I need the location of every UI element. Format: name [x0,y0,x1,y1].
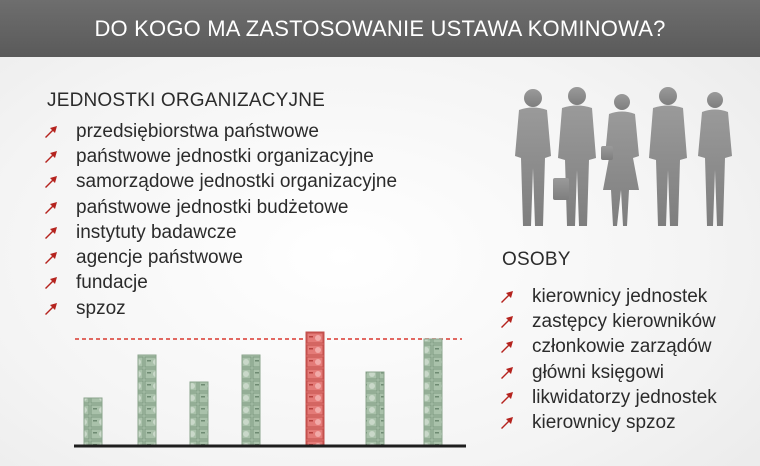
red-arrow-icon [44,175,58,189]
page-title: DO KOGO MA ZASTOSOWANIE USTAWA KOMINOWA? [94,15,666,41]
list-item-label: samorządowe jednostki organizacyjne [76,171,398,193]
list-item [500,385,717,410]
business-people-illustration [505,86,755,228]
person-silhouette-icon [515,89,551,226]
list-item-label: instytuty badawcze [76,221,237,243]
money-stack-bar [190,382,208,445]
organizations-heading: JEDNOSTKI ORGANIZACYJNE [47,90,326,111]
money-stack-bar [84,398,102,445]
woman-silhouette-icon [698,92,732,226]
header-bar [0,0,760,57]
list-item [500,284,717,309]
red-arrow-icon [44,125,58,139]
list-item-label: przedsiębiorstwa państwowe [76,120,319,142]
list-item [500,360,717,385]
list-item-label: likwidatorzy jednostek [532,386,717,408]
list-item-label: kierownicy jednostek [532,285,708,307]
list-item-label: państwowe jednostki organizacyjne [76,145,374,167]
red-arrow-icon [44,226,58,240]
money-stack-bar-highlight [306,332,324,445]
list-item [44,271,397,296]
person-with-briefcase-icon [553,87,596,226]
red-arrow-icon [500,340,514,354]
list-item-label: zastępcy kierowników [532,310,716,332]
list-item [44,144,397,169]
persons-list [500,284,717,436]
money-stack-bar [242,355,260,445]
list-item [500,410,717,435]
list-item [44,220,397,245]
red-arrow-icon [44,150,58,164]
money-stack-bar [138,355,156,445]
list-item [44,119,397,144]
red-arrow-icon [500,315,514,329]
red-arrow-icon [500,391,514,405]
list-item [44,170,397,195]
persons-heading: OSOBY [502,249,571,270]
person-silhouette-icon [649,87,687,226]
red-arrow-icon [44,201,58,215]
list-item [44,195,397,220]
red-arrow-icon [44,251,58,265]
list-item [44,245,397,270]
red-arrow-icon [44,276,58,290]
red-arrow-icon [500,416,514,430]
list-item-label: fundacje [76,272,148,294]
woman-with-bag-icon [601,94,639,226]
list-item-label: kierownicy spzoz [532,412,676,434]
money-stack-bar [366,372,384,445]
list-item-label: główni księgowi [532,361,665,383]
list-item [500,335,717,360]
list-item-label: agencje państwowe [76,247,243,269]
money-stacks-illustration [0,320,480,466]
red-arrow-icon [500,366,514,380]
list-item-label: państwowe jednostki budżetowe [76,196,349,218]
organizations-list [44,119,397,321]
red-arrow-icon [500,290,514,304]
list-item-label: członkowie zarządów [532,336,712,358]
money-stack-bar [424,339,442,445]
list-item [500,309,717,334]
list-item-label: spzoz [76,297,126,319]
list-item [44,296,397,321]
red-arrow-icon [44,302,58,316]
